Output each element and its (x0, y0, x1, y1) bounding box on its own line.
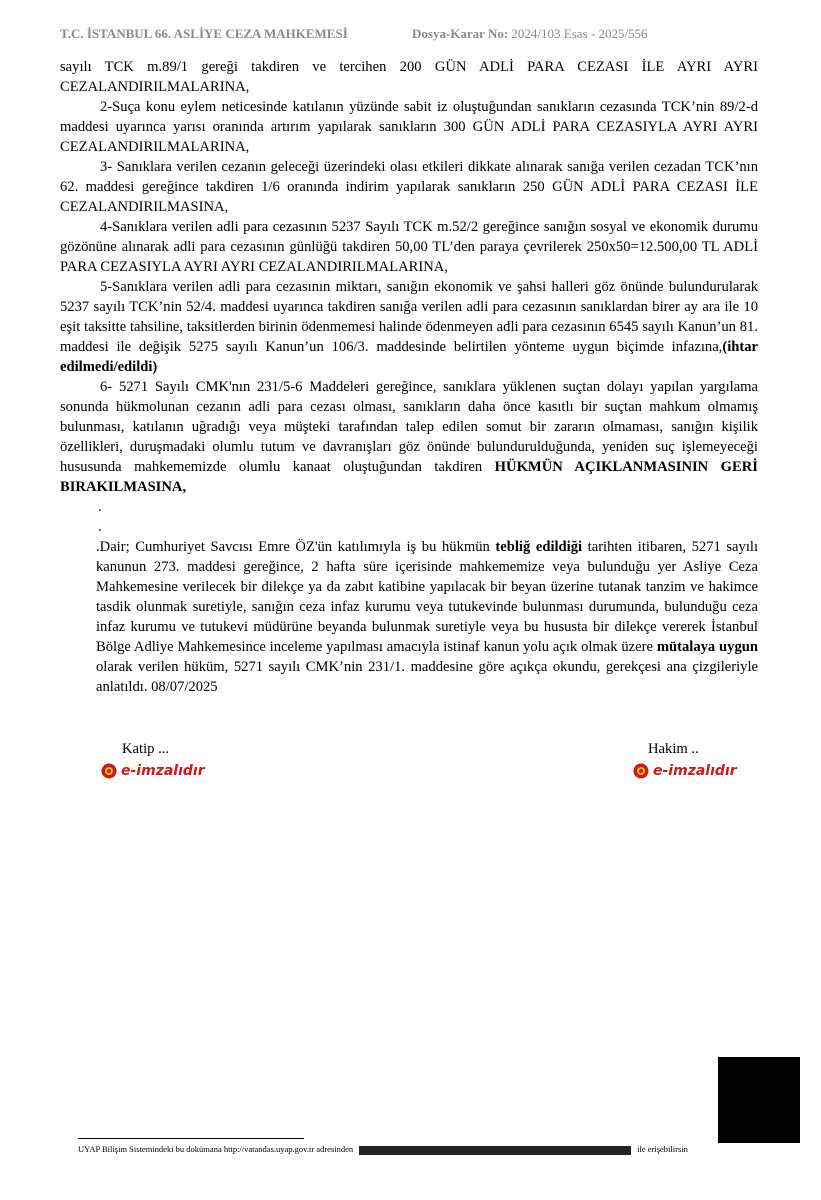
verdict-body (60, 57, 758, 697)
page-footer (78, 1144, 778, 1158)
court-name: T.C. İSTANBUL 66. ASLİYE CEZA MAHKEMESİ (60, 26, 348, 41)
closing-text-b: tarihten itibaren, 5271 sayılı kanunun 273. maddesi gereğince, 2 hafta süre içerisinde mahkememize veya bulunduğu yer Asliye Ceza Mahkemesine verilecek bir dilekçe ya da zabıt katibine yapılacak bir beyan üzerine tutanak tanzim ve hakimce tasdik olunmak suretiyle, sanığın ceza infaz kurumu veya tutukevinde bulunması durumunda, bulunduğu ceza infaz kurumu ve tutukevi müdürüne beyanda bulunmak suretiyle veya bu hususta bir dilekçe vererek İstanbul Bölge Adliye Mahkemesince inceleme yapılması amacıyla istinaf kanun yolu açık olmak üzere (96, 539, 758, 655)
clerk-role: Katip ... (122, 741, 170, 757)
judge-signature (648, 741, 737, 780)
footer-text-start: UYAP Bilişim Sistemindeki bu dokümana http://vatandas.uyap.gov.tr adresinden (78, 1144, 354, 1154)
judge-esignature (632, 762, 737, 780)
file-number-value: 2024/103 Esas - 2025/556 (511, 26, 648, 41)
paragraph-6-text: 6- 5271 Sayılı CMK'nın 231/5-6 Maddeleri gereğince, sanıklara yüklenen suçtan dolayı yapılan yargılama sonunda hükmolunan cezanın adli para cezası olması, sanıkların daha önce kasıtlı bir suçtan mahkum olmamış bulunması, katılanın uğradığı veya müşteki tarafından talep edilen somut bir zararın olmaması, sanığın kişilik özellikleri, duruşmadaki olumlu tutum ve davranışları göz önünde bulundurulduğunda, yeniden suç işlemeyeceği hususunda mahkememizde olumlu kanaat oluştuğundan takdiren (60, 379, 758, 475)
paragraph-6 (60, 377, 758, 497)
footer-text-end: ile erişebilirsin (637, 1144, 688, 1154)
separator-dot: . (98, 499, 102, 515)
closing-bold-2: mütalaya uygun (656, 639, 758, 655)
esig-label: e-imzalıdır (121, 763, 205, 779)
closing-bold-1: tebliğ edildiği (495, 539, 583, 555)
paragraph-2: 2-Suça konu eylem neticesinde katılanın yüzünde sabit iz oluştuğundan sanıkların cezasında TCK’nin 89/2-d maddesi uyarınca yarısı oranında artırım yapılarak sanıkların 300 GÜN ADLİ PARA CEZASIYLA AYRI AYRI CEZALANDIRILMALARINA, (60, 99, 758, 155)
paragraph-5 (60, 277, 758, 377)
clerk-esignature (100, 762, 205, 780)
file-number (412, 26, 648, 42)
paragraph-4: 4-Sanıklara verilen adli para cezasının 5237 Sayılı TCK m.52/2 gereğince sanığın sosyal ve ekonomik durumu gözönüne alınarak adli para cezasının günlüğü takdiren 50,00 TL’den paraya çevrilerek 250x50=12.500,00 TL ADLİ PARA CEZASIYLA AYRI AYRI CEZALANDIRILMALARINA, (60, 219, 758, 275)
closing-text-a: .Dair; Cumhuriyet Savcısı Emre ÖZ'ün katılımıyla iş bu hükmün (96, 539, 496, 555)
paragraph-6-bold: HÜKMÜN AÇIKLANMASININ GERİ BIRAKILMASINA, (60, 459, 758, 495)
judge-role: Hakim .. (648, 741, 699, 757)
watermark: · · · · · (422, 545, 514, 659)
qr-code-redaction (718, 1057, 800, 1143)
esig-label: e-imzalıdır (653, 763, 737, 779)
seal-icon (632, 762, 650, 780)
clerk-signature (122, 741, 205, 780)
closing-paragraph (60, 537, 758, 697)
separator-dot: . (98, 519, 102, 535)
seal-icon (100, 762, 118, 780)
page-header (60, 26, 760, 46)
footer-divider (78, 1138, 304, 1139)
closing-text-c: olarak verilen hüküm, 5271 sayılı CMK’nin 231/1. maddesine göre açıkça okundu, gerekçesi ana çizgileriyle anlatıldı. 08/07/2025 (96, 659, 758, 695)
paragraph-5-bold: (ihtar edilmedi/edildi) (60, 339, 758, 375)
paragraph-1-continuation: sayılı TCK m.89/1 gereği takdiren ve tercihen 200 GÜN ADLİ PARA CEZASI İLE AYRI AYRI CEZALANDIRILMALARINA, (60, 59, 758, 95)
paragraph-5-text: 5-Sanıklara verilen adli para cezasının miktarı, sanığın ekonomik ve şahsi halleri göz önünde bulundurularak 5237 sayılı TCK’nin 52/4. maddesi uyarınca takdiren sanığa verilen adli para cezasının sanıklardan birer ay ara ile 10 eşit taksitte tahsiline, taksitlerden birinin ödenmemesi halinde ödenmeyen adli para cezasının 6545 sayılı Kanun’un 81. maddesi ile değişik 5275 sayılı Kanun’un 106/3. maddesinde belirtilen yönteme uygun biçimde infazına, (60, 279, 758, 355)
file-number-label: Dosya-Karar No: (412, 26, 509, 41)
paragraph-3: 3- Sanıklara verilen cezanın geleceği üzerindeki olası etkileri dikkate alınarak sanığa verilen cezadan TCK’nın 62. maddesi gereğince takdiren 1/6 oranında indirim yapılarak sanıkların 250 GÜN ADLİ PARA CEZASI İLE CEZALANDIRILMASINA, (60, 159, 758, 215)
redacted-access-code (359, 1146, 631, 1155)
